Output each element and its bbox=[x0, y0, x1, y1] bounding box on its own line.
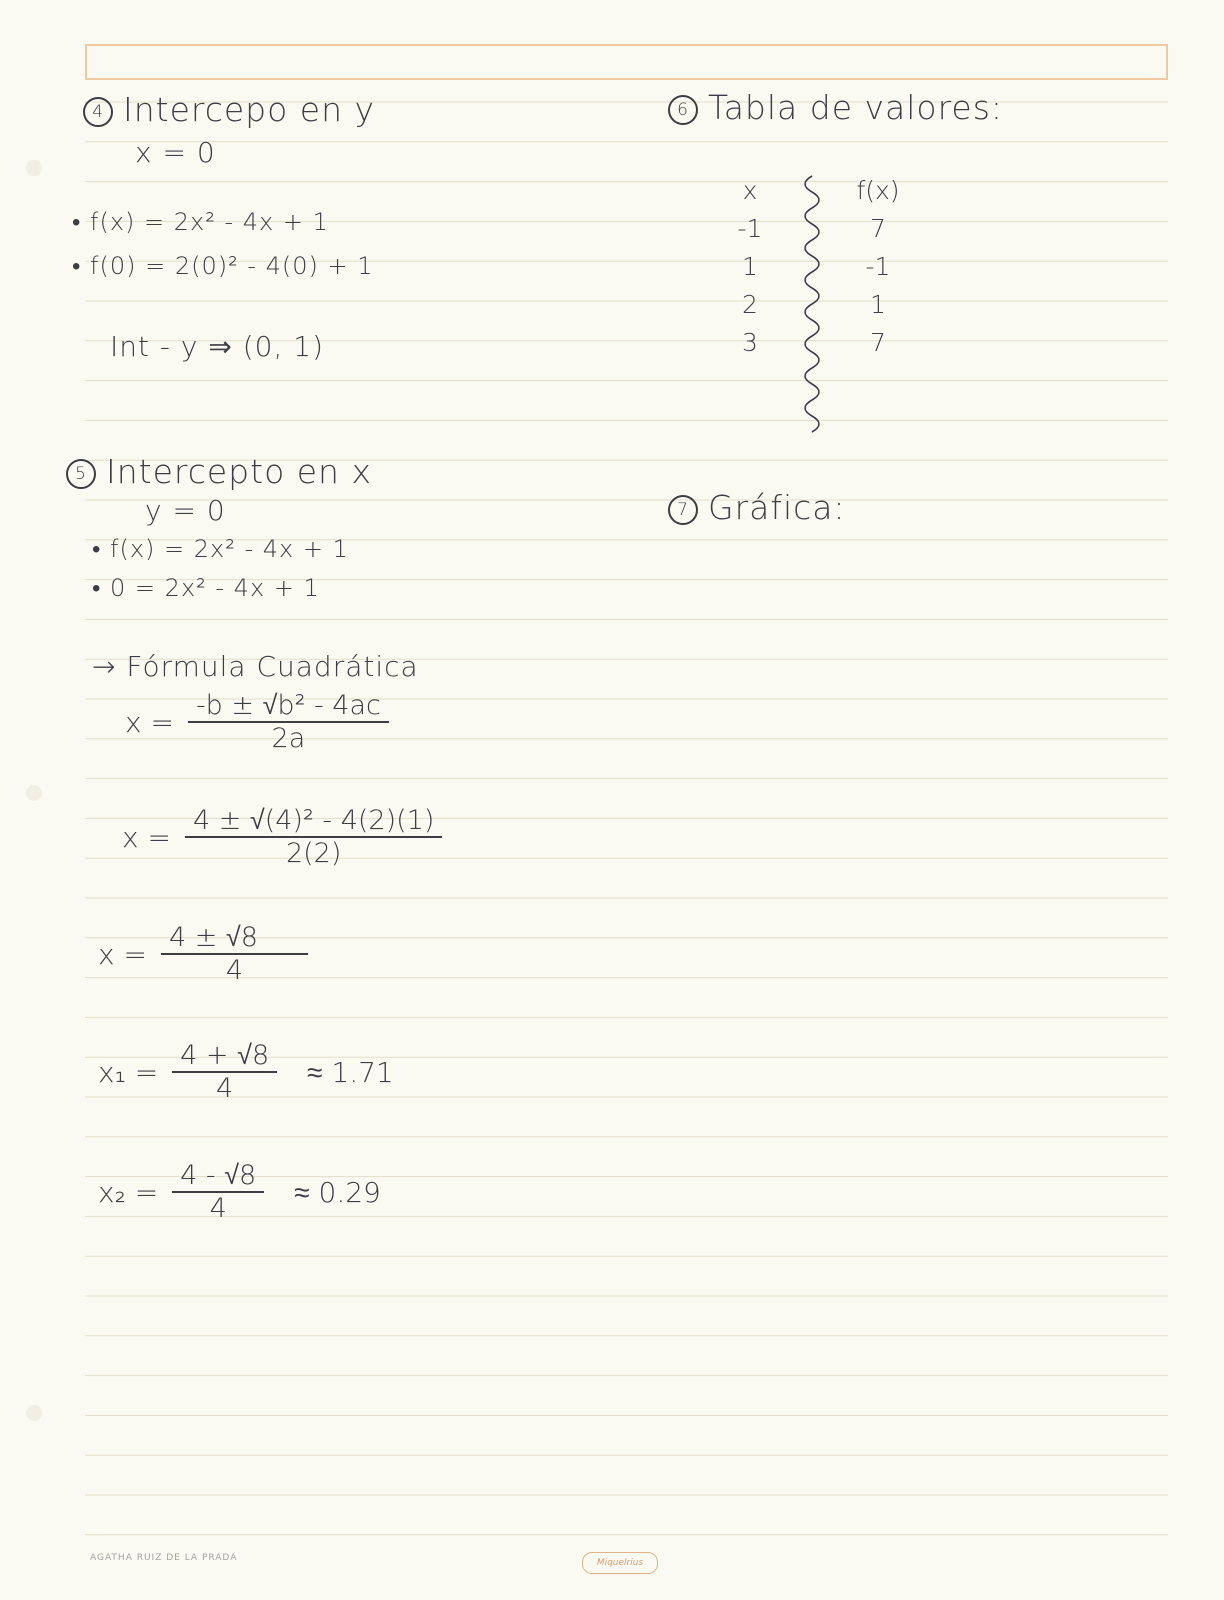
table-x-cell: 2 bbox=[742, 290, 758, 319]
binder-hole-mark bbox=[26, 160, 42, 176]
table-fx-cell: 1 bbox=[870, 290, 886, 319]
x2-denominator: 4 bbox=[209, 1193, 227, 1224]
x1-lhs: x₁ = bbox=[98, 1055, 159, 1089]
brace-divider bbox=[805, 176, 819, 432]
table-x-cell: 1 bbox=[742, 252, 758, 281]
table-fx-header: f(x) bbox=[856, 176, 900, 205]
table-x-header: x bbox=[742, 176, 758, 205]
quadratic-formula bbox=[125, 690, 389, 754]
footer-author: AGATHA RUIZ DE LA PRADA bbox=[90, 1553, 238, 1563]
formula-numerator: -b ± √b² - 4ac bbox=[188, 690, 389, 723]
table-x-cell: -1 bbox=[737, 214, 763, 243]
table-x-column bbox=[735, 172, 765, 362]
root-x2 bbox=[98, 1160, 381, 1224]
section6-title bbox=[668, 88, 1003, 127]
simplified-lhs: x = bbox=[98, 937, 147, 971]
table-fx-cell: 7 bbox=[870, 328, 886, 357]
section4-line2: • f(0) = 2(0)² - 4(0) + 1 bbox=[72, 252, 374, 280]
section6-number: 6 bbox=[668, 95, 698, 125]
substitution-lhs: x = bbox=[122, 820, 171, 854]
x2-numerator: 4 - √8 bbox=[172, 1160, 264, 1193]
section5-line2: • 0 = 2x² - 4x + 1 bbox=[92, 574, 320, 602]
formula-denominator: 2a bbox=[271, 723, 306, 754]
table-fx-cell: 7 bbox=[870, 214, 886, 243]
section5-title bbox=[66, 452, 372, 491]
substitution-numerator: 4 ± √(4)² - 4(2)(1) bbox=[185, 805, 442, 838]
x1-denominator: 4 bbox=[216, 1073, 234, 1104]
x2-lhs: x₂ = bbox=[98, 1175, 159, 1209]
section5-line1: • f(x) = 2x² - 4x + 1 bbox=[92, 535, 349, 563]
x1-approx: ≈ 1.71 bbox=[307, 1055, 394, 1089]
x2-approx: ≈ 0.29 bbox=[294, 1175, 381, 1209]
binder-hole-mark bbox=[26, 1405, 42, 1421]
section7-title-text: Gráfica: bbox=[708, 488, 846, 527]
formula-substitution bbox=[122, 805, 442, 869]
table-x-cell: 3 bbox=[742, 328, 758, 357]
table-fx-cell: -1 bbox=[865, 252, 891, 281]
section4-title bbox=[83, 90, 375, 129]
table-fx-column bbox=[838, 172, 918, 362]
substitution-denominator: 2(2) bbox=[285, 838, 342, 869]
root-x1 bbox=[98, 1040, 394, 1104]
section4-number: 4 bbox=[83, 97, 113, 127]
formula-lhs: x = bbox=[125, 705, 174, 739]
binder-hole-mark bbox=[26, 785, 42, 801]
section5-condition: y = 0 bbox=[145, 494, 226, 527]
formula-simplified bbox=[98, 922, 308, 986]
x1-numerator: 4 + √8 bbox=[172, 1040, 277, 1073]
formula-title: → Fórmula Cuadrática bbox=[92, 650, 419, 683]
section4-result: Int - y ⇒ (0, 1) bbox=[110, 330, 324, 363]
header-box bbox=[85, 44, 1168, 80]
simplified-denominator: 4 bbox=[225, 955, 244, 986]
simplified-numerator: 4 ± √8 bbox=[161, 922, 308, 955]
section4-title-text: Intercepo en y bbox=[123, 90, 376, 129]
section7-title bbox=[668, 488, 846, 527]
section4-line1: • f(x) = 2x² - 4x + 1 bbox=[72, 208, 329, 236]
footer-brand-logo: Miquelrius bbox=[582, 1552, 658, 1574]
section5-title-text: Intercepto en x bbox=[106, 452, 372, 491]
section4-condition: x = 0 bbox=[135, 136, 216, 169]
section6-title-text: Tabla de valores: bbox=[708, 88, 1004, 127]
section5-number: 5 bbox=[66, 459, 96, 489]
section7-number: 7 bbox=[668, 495, 698, 525]
